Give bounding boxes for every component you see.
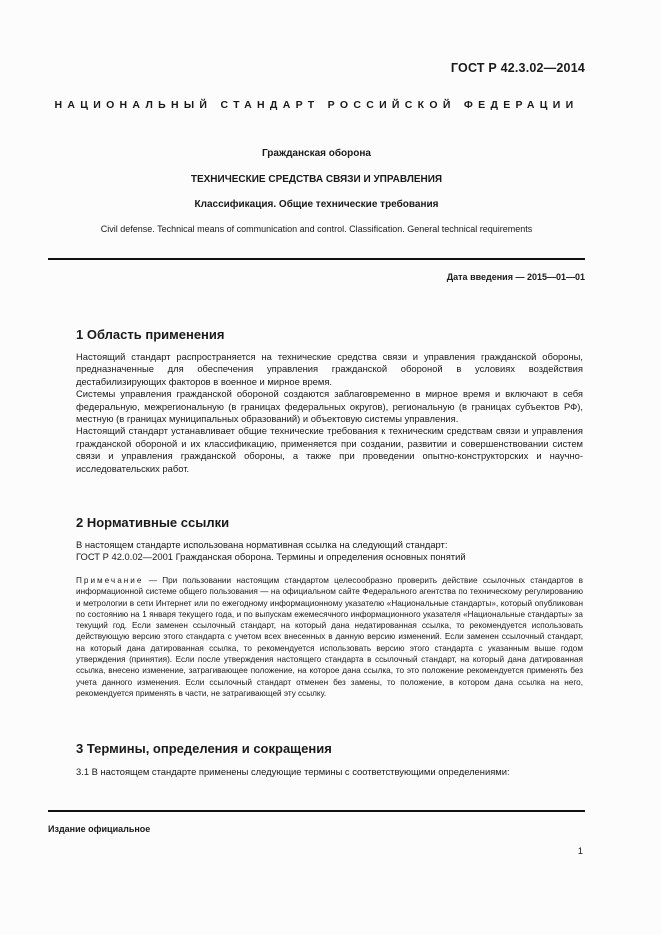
title-divider [48,258,585,260]
section-heading-2: 2 Нормативные ссылки [76,515,230,530]
edition-label: Издание официальное [48,824,151,834]
section-heading-1: 1 Область применения [76,327,225,342]
section-heading-3: 3 Термины, определения и сокращения [76,741,332,756]
document-code: ГОСТ Р 42.3.02—2014 [450,61,585,75]
section-2-body [76,539,583,564]
paragraph: Системы управления гражданской обороной создаются заблаговременно в мирное время и включают в себя федеральную, межрегиональную (в границах федеральных округов), региональную (в границах субъектов РФ), местную (в границах муниципальных образований) и объектовую системы управления. [76,388,583,425]
note-body: — При пользовании настоящим стандартом целесообразно проверить действие ссылочных стандартов в информационной системе общего пользования — на официальном сайте Федерального агентства по техническому регулированию и метрологии в сети Интернет или по ежегодному информационному указателю «Национальные стандарты», который опубликован по состоянию на 1 января текущего года, и по выпускам ежемесячного информационного указателя «Национальные стандарты» за текущий год. Если заменен ссылочный стандарт, на который дана недатированная ссылка, то рекомендуется использовать действующую версию этого стандарта с учетом всех внесенных в данную версию изменений. Если заменен ссылочный стандарт, на который дана датированная ссылка, то рекомендуется использовать версию этого стандарта с указанным выше годом утверждения (принятия). Если после утверждения настоящего стандарта в ссылочный стандарт, на который дана датированная ссылка, внесено изменение, затрагивающее положение, на которое дана ссылка, то это положение рекомендуется применять без учета данного изменения. Если ссылочный стандарт отменен без замены, то положение, в котором дана ссылка на него, рекомендуется применять в части, не затрагивающей эту ссылку. [76,576,583,698]
paragraph: В настоящем стандарте использована нормативная ссылка на следующий стандарт: [76,539,448,550]
normative-reference: ГОСТ Р 42.0.02—2001 Гражданская оборона. Термины и определения основных понятий [76,551,466,563]
main-title: ТЕХНИЧЕСКИЕ СРЕДСТВА СВЯЗИ И УПРАВЛЕНИЯ [190,174,443,185]
paragraph: 3.1 В настоящем стандарте применены следующие термины с соответствующими определениями: [76,766,510,777]
introduction-date: Дата введения — 2015—01—01 [446,272,585,282]
standard-title: НАЦИОНАЛЬНЫЙ СТАНДАРТ РОССИЙСКОЙ ФЕДЕРАЦИИ [54,99,579,111]
paragraph: Настоящий стандарт устанавливает общие технические требования к техническим средствам связи и управления гражданской обороной и их классификацию, применяется при создании, развитии и совершенствовании систем связи и управления гражданской обороны, а также при проведении опытно-конструкторских и научно-исследовательских работ. [76,425,583,474]
page-number: 1 [577,846,583,857]
footer-divider [48,810,585,812]
area-title: Гражданская оборона [262,148,371,159]
section-1-body [76,351,583,475]
subtitle: Классификация. Общие технические требования [194,199,439,210]
paragraph: Настоящий стандарт распространяется на технические средства связи и управления гражданской обороны, предназначенные для обеспечения управления гражданской обороной в условиях воздействия дестабилизирующих факторов в военное и мирное время. [76,351,583,387]
english-title: Civil defense. Technical means of communication and control. Classification. General technical requirements [100,224,533,234]
note-label: Примечание [76,576,144,585]
note [76,575,583,699]
section-3-body [76,766,583,778]
